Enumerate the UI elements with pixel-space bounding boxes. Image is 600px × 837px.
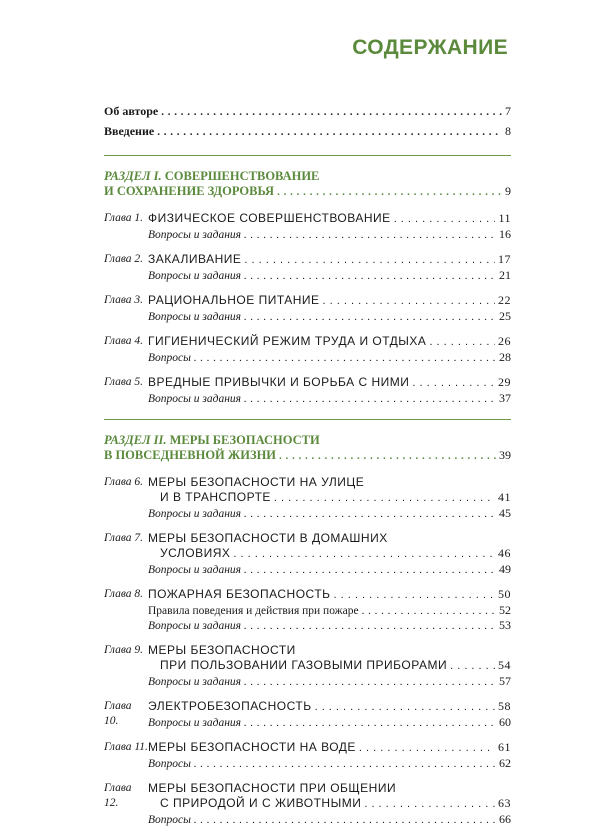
- chapter-label: Глава 12.: [104, 782, 132, 809]
- section-title-text: СОВЕРШЕНСТВОВАНИЕ: [164, 169, 320, 183]
- chapter-title-line: [148, 531, 511, 546]
- dot-leader: [244, 269, 496, 283]
- page-number: 17: [498, 252, 511, 266]
- section-title-line: [104, 433, 511, 448]
- chapter-label: Глава 10.: [104, 700, 132, 727]
- section-title-line: [104, 169, 511, 184]
- page-number: 63: [498, 796, 511, 810]
- dot-leader: [334, 587, 495, 603]
- dot-leader: [194, 813, 496, 827]
- chapter-label: Глава 4.: [104, 335, 143, 347]
- section-divider: [104, 419, 511, 420]
- subentry-link[interactable]: [148, 756, 511, 771]
- chapter-title: МЕРЫ БЕЗОПАСНОСТИ В ДОМАШНИХ: [148, 531, 388, 545]
- subentry-link[interactable]: [148, 603, 511, 618]
- chapter-title-line: [148, 375, 511, 391]
- subentry-link[interactable]: [148, 674, 511, 689]
- chapter-title: С ПРИРОДОЙ И С ЖИВОТНЫМИ: [160, 796, 362, 810]
- dot-leader: [274, 490, 495, 506]
- dot-leader: [233, 546, 495, 562]
- chapter-body: [148, 334, 511, 365]
- chapter-body: [148, 643, 511, 689]
- subentry-text: Вопросы: [148, 758, 191, 770]
- dot-leader: [244, 619, 496, 633]
- subentry-text: Вопросы и задания: [148, 311, 242, 323]
- page-number: 25: [499, 309, 511, 323]
- subentry-text: Вопросы и задания: [148, 270, 242, 282]
- section-title-text: И СОХРАНЕНИЕ ЗДОРОВЬЯ: [104, 184, 275, 198]
- toc-entry-label: Об авторе: [104, 104, 159, 118]
- chapter-title: РАЦИОНАЛЬНОЕ ПИТАНИЕ: [148, 293, 320, 307]
- section-label: РАЗДЕЛ II.: [104, 433, 167, 447]
- section-heading[interactable]: [104, 169, 511, 200]
- subentry-text: Вопросы и задания: [148, 676, 242, 688]
- page-number: 11: [498, 211, 511, 225]
- page-number: 16: [499, 227, 511, 241]
- dot-leader: [244, 507, 496, 521]
- chapter-body: [148, 293, 511, 324]
- chapter-title: МЕРЫ БЕЗОПАСНОСТИ НА ВОДЕ: [148, 740, 356, 754]
- subentry-text: Вопросы и задания: [148, 564, 242, 576]
- dot-leader: [323, 293, 495, 309]
- chapter-body: [148, 740, 511, 771]
- chapter-entry[interactable]: [104, 643, 511, 689]
- dot-leader: [244, 563, 496, 577]
- page-number: 7: [505, 104, 511, 118]
- page-number: 52: [499, 603, 511, 617]
- chapter-title-line: [148, 211, 511, 227]
- chapter-title: МЕРЫ БЕЗОПАСНОСТИ: [148, 643, 296, 657]
- section-title-line: [104, 448, 511, 464]
- chapter-title: ФИЗИЧЕСКОЕ СОВЕРШЕНСТВОВАНИЕ: [148, 211, 391, 225]
- subentry-link[interactable]: [148, 268, 511, 283]
- page-number: 29: [498, 375, 511, 389]
- chapter-title-line: [148, 475, 511, 490]
- subentry-link[interactable]: [148, 562, 511, 577]
- page-number: 58: [498, 699, 511, 713]
- dot-leader: [279, 448, 496, 464]
- chapter-body: [148, 252, 511, 283]
- chapter-entry[interactable]: [104, 211, 511, 242]
- dot-leader: [429, 334, 495, 350]
- page-number: 37: [499, 391, 511, 405]
- chapter-label: Глава 3.: [104, 294, 143, 306]
- dot-leader: [412, 375, 495, 391]
- subentry-text: Вопросы и задания: [148, 717, 242, 729]
- chapter-title: И В ТРАНСПОРТЕ: [160, 490, 271, 504]
- page-number: 53: [499, 618, 511, 632]
- section-heading[interactable]: [104, 433, 511, 464]
- chapter-title-line: [148, 643, 511, 658]
- table-of-contents: [104, 102, 511, 837]
- toc-entry-link[interactable]: [104, 122, 511, 142]
- dot-leader: [364, 796, 495, 812]
- chapter-entry[interactable]: [104, 375, 511, 406]
- subentry-link[interactable]: [148, 618, 511, 633]
- toc-entry-label: Введение: [104, 124, 155, 138]
- page-number: 8: [505, 124, 511, 138]
- page-number: 50: [498, 587, 511, 601]
- chapter-label: Глава 5.: [104, 376, 143, 388]
- page-number: 45: [499, 506, 511, 520]
- chapter-title: ЭЛЕКТРОБЕЗОПАСНОСТЬ: [148, 699, 312, 713]
- dot-leader: [194, 757, 496, 771]
- page-number: 26: [498, 334, 511, 348]
- chapter-title-line: [148, 252, 511, 268]
- chapter-body: [148, 375, 511, 406]
- chapter-label: Глава 11.: [104, 741, 148, 753]
- page-number: 57: [499, 674, 511, 688]
- toc-entry-link[interactable]: [104, 102, 511, 122]
- subentry-text: Вопросы и задания: [148, 229, 242, 241]
- chapter-title-line: [148, 796, 511, 812]
- dot-leader: [244, 228, 496, 242]
- chapter-title: ЗАКАЛИВАНИЕ: [148, 252, 242, 266]
- subentry-text: Правила поведения и действия при пожаре: [148, 605, 359, 617]
- chapter-entry[interactable]: [104, 334, 511, 365]
- chapter-body: [148, 531, 511, 577]
- dot-leader: [244, 392, 496, 406]
- chapter-title: ПОЖАРНАЯ БЕЗОПАСНОСТЬ: [148, 587, 331, 601]
- dot-leader: [157, 122, 502, 142]
- page-number: 61: [498, 740, 511, 754]
- subentry-link[interactable]: [148, 506, 511, 521]
- chapter-label: Глава 1.: [104, 212, 143, 224]
- chapter-title-line: [148, 699, 511, 715]
- subentry-text: Вопросы и задания: [148, 620, 242, 632]
- chapter-title-line: [148, 587, 511, 603]
- chapter-label: Глава 8.: [104, 588, 143, 600]
- chapter-title: УСЛОВИЯХ: [160, 546, 231, 560]
- chapter-entry[interactable]: [104, 699, 511, 730]
- subentry-link[interactable]: [148, 391, 511, 406]
- section-label: РАЗДЕЛ I.: [104, 169, 162, 183]
- chapter-title: МЕРЫ БЕЗОПАСНОСТИ ПРИ ОБЩЕНИИ: [148, 781, 397, 795]
- chapter-title-line: [148, 658, 511, 674]
- chapter-title-line: [148, 293, 511, 309]
- chapter-label: Глава 9.: [104, 644, 143, 656]
- subentry-text: Вопросы и задания: [148, 508, 242, 520]
- page-title: СОДЕРЖАНИЕ: [352, 36, 508, 59]
- chapter-body: [148, 211, 511, 242]
- subentry-text: Вопросы: [148, 352, 191, 364]
- dot-leader: [359, 740, 495, 756]
- section-title-line: [104, 184, 511, 200]
- chapter-label: Глава 2.: [104, 253, 143, 265]
- chapter-label: Глава 7.: [104, 532, 143, 544]
- chapter-title: ГИГИЕНИЧЕСКИЙ РЕЖИМ ТРУДА И ОТДЫХА: [148, 334, 427, 348]
- dot-leader: [244, 716, 496, 730]
- subentry-text: Вопросы: [148, 814, 191, 826]
- dot-leader: [277, 184, 502, 200]
- dot-leader: [450, 658, 495, 674]
- dot-leader: [244, 252, 495, 268]
- chapter-title-line: [148, 546, 511, 562]
- dot-leader: [244, 310, 496, 324]
- chapter-title-line: [148, 334, 511, 350]
- page-number: 54: [498, 658, 511, 672]
- chapter-entry[interactable]: [104, 475, 511, 521]
- chapter-title-line: [148, 740, 511, 756]
- section-title-text: В ПОВСЕДНЕВНОЙ ЖИЗНИ: [104, 448, 277, 462]
- dot-leader: [244, 675, 496, 689]
- chapter-entry[interactable]: [104, 781, 511, 827]
- dot-leader: [161, 102, 502, 122]
- chapter-body: [148, 475, 511, 521]
- dot-leader: [194, 351, 496, 365]
- page-number: 39: [499, 448, 511, 462]
- subentry-link[interactable]: [148, 715, 511, 730]
- chapter-entry[interactable]: [104, 293, 511, 324]
- subentry-link[interactable]: [148, 227, 511, 242]
- page-number: 62: [499, 756, 511, 770]
- page-number: 28: [499, 350, 511, 364]
- subentry-link[interactable]: [148, 350, 511, 365]
- dot-leader: [315, 699, 495, 715]
- page-number: 9: [505, 184, 511, 198]
- chapter-entry[interactable]: [104, 252, 511, 283]
- chapter-title-line: [148, 490, 511, 506]
- chapter-entry[interactable]: [104, 587, 511, 633]
- chapter-title: ВРЕДНЫЕ ПРИВЫЧКИ И БОРЬБА С НИМИ: [148, 375, 410, 389]
- chapter-body: [148, 699, 511, 730]
- page-number: 46: [498, 546, 511, 560]
- section-divider: [104, 155, 511, 156]
- dot-leader: [394, 211, 496, 227]
- chapter-label: Глава 6.: [104, 476, 143, 488]
- page-number: 41: [498, 490, 511, 504]
- section-title-text: МЕРЫ БЕЗОПАСНОСТИ: [169, 433, 320, 447]
- chapter-title: ПРИ ПОЛЬЗОВАНИИ ГАЗОВЫМИ ПРИБОРАМИ: [160, 658, 448, 672]
- chapter-entry[interactable]: [104, 531, 511, 577]
- subentry-text: Вопросы и задания: [148, 393, 242, 405]
- page-number: 22: [498, 293, 511, 307]
- page-number: 49: [499, 562, 511, 576]
- chapter-title: МЕРЫ БЕЗОПАСНОСТИ НА УЛИЦЕ: [148, 475, 365, 489]
- chapter-body: [148, 587, 511, 633]
- chapter-body: [148, 781, 511, 827]
- chapter-entry[interactable]: [104, 740, 511, 771]
- page-number: 66: [499, 812, 511, 826]
- subentry-link[interactable]: [148, 812, 511, 827]
- subentry-link[interactable]: [148, 309, 511, 324]
- dot-leader: [362, 604, 496, 618]
- page-number: 60: [499, 715, 511, 729]
- page-number: 21: [499, 268, 511, 282]
- chapter-title-line: [148, 781, 511, 796]
